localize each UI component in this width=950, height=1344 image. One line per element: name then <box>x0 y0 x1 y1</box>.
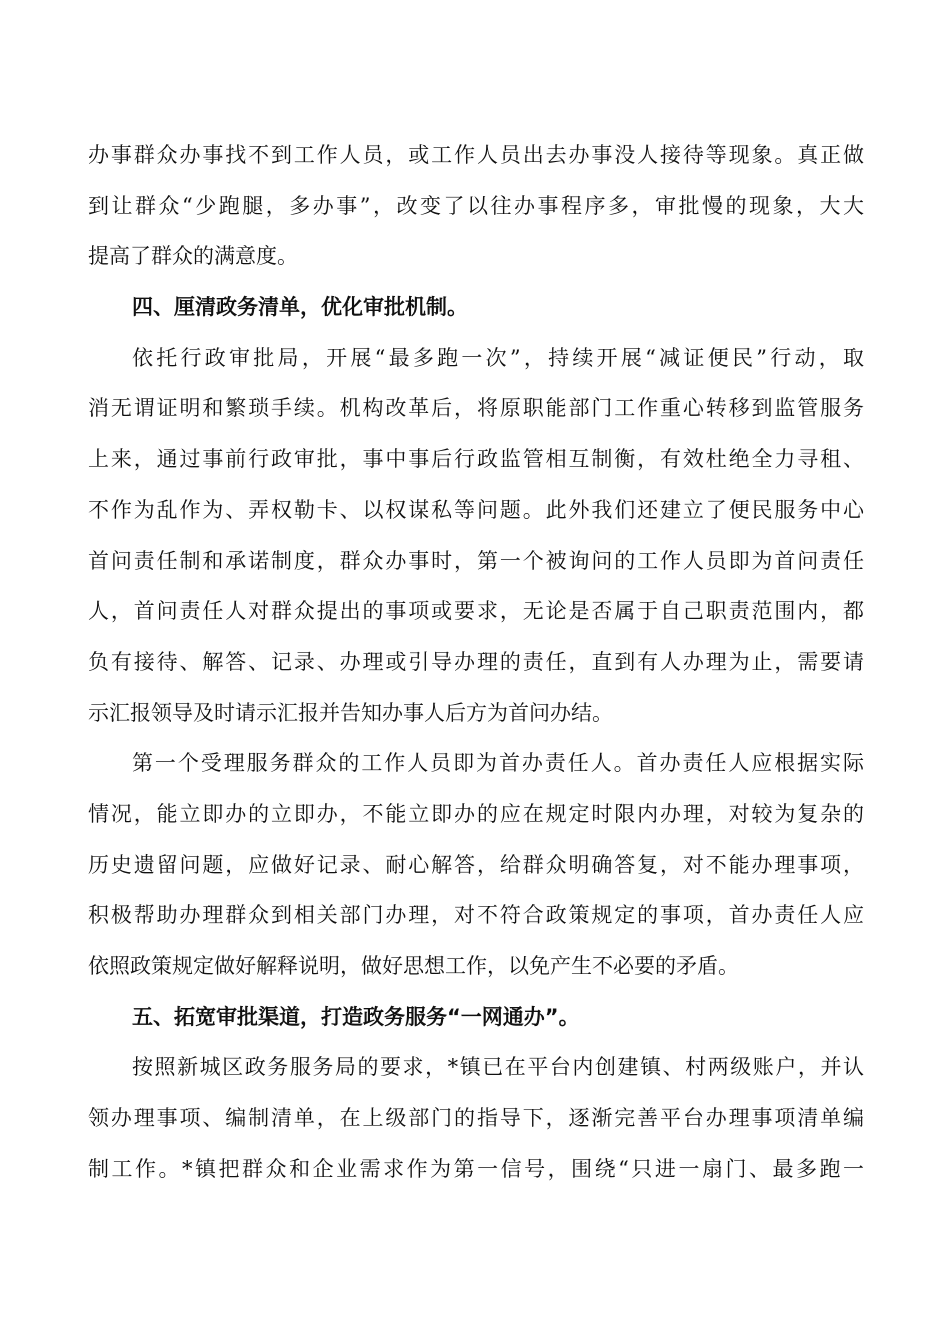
heading-text: 五、拓宽审批渠道，打造政务服务“一网通办”。 <box>132 1004 580 1029</box>
section-heading-5 <box>88 992 864 1043</box>
paragraph <box>88 333 864 739</box>
text-line: 制工作。*镇把群众和企业需求作为第一信号，围绕“只进一扇门、最多跑一 <box>88 1156 864 1181</box>
text-line: 按照新城区政务服务局的要求，*镇已在平台内创建镇、村两级账户，并认 <box>132 1055 864 1080</box>
text-line: 负有接待、解答、记录、办理或引导办理的责任，直到有人办理为止，需要请 <box>88 649 864 674</box>
text-line: 领办理事项、编制清单，在上级部门的指导下，逐渐完善平台办理事项清单编 <box>88 1106 864 1131</box>
text-line: 不作为乱作为、弄权勒卡、以权谋私等问题。此外我们还建立了便民服务中心 <box>88 497 864 522</box>
text-line: 提高了群众的满意度。 <box>88 244 298 269</box>
document-body <box>88 130 864 1194</box>
text-line: 首问责任制和承诺制度，群众办事时，第一个被询问的工作人员即为首问责任 <box>88 548 864 573</box>
text-line: 人，首问责任人对群众提出的事项或要求，无论是否属于自己职责范围内，都 <box>88 599 864 624</box>
text-line: 到让群众“少跑腿，多办事”，改变了以往办事程序多，审批慢的现象，大大 <box>88 193 864 218</box>
text-line: 办事群众办事找不到工作人员，或工作人员出去办事没人接待等现象。真正做 <box>88 143 864 167</box>
section-heading-4 <box>88 282 864 333</box>
text-line: 情况，能立即办的立即办，不能立即办的应在规定时限内办理，对较为复杂的 <box>88 801 864 826</box>
text-line: 消无谓证明和繁琐手续。机构改革后，将原职能部门工作重心转移到监管服务 <box>88 396 864 421</box>
paragraph-continued <box>88 130 864 282</box>
text-line: 依照政策规定做好解释说明，做好思想工作，以免产生不必要的矛盾。 <box>88 954 739 978</box>
text-line: 历史遗留问题，应做好记录、耐心解答，给群众明确答复，对不能办理事项， <box>88 852 864 877</box>
text-line: 依托行政审批局，开展“最多跑一次”，持续开展“减证便民”行动，取 <box>132 345 864 370</box>
text-line: 示汇报领导及时请示汇报并告知办事人后方为首问办结。 <box>88 700 613 725</box>
text-line: 积极帮助办理群众到相关部门办理，对不符合政策规定的事项，首办责任人应 <box>88 903 864 928</box>
heading-text: 四、厘清政务清单，优化审批机制。 <box>132 295 468 320</box>
text-line: 上来，通过事前行政审批，事中事后行政监管相互制衡，有效杜绝全力寻租、 <box>88 447 864 472</box>
paragraph <box>88 738 864 991</box>
paragraph-continues <box>88 1042 864 1194</box>
text-line: 第一个受理服务群众的工作人员即为首办责任人。首办责任人应根据实际 <box>132 751 864 776</box>
